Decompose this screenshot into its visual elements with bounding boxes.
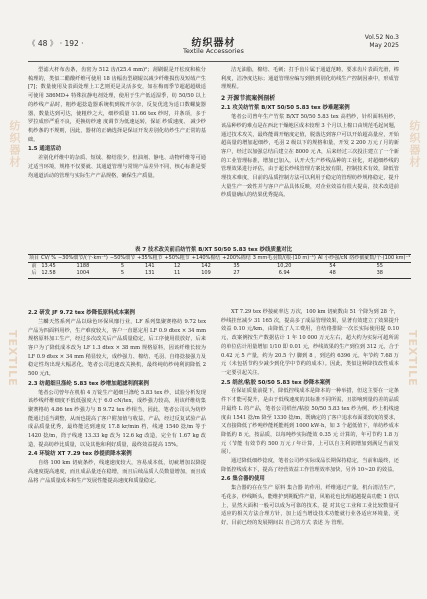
table-header-cell: +35%粗节 bbox=[137, 255, 163, 261]
paragraph: 通过降低细纱捻度，笔者公司纱实际成品长期保持稳定，当前和最终，还降低控线成本下，提高了经营效益工作管理效率加快，另外 10~20 的效益。 bbox=[221, 458, 399, 473]
table-cell: 11 bbox=[163, 270, 190, 278]
table-header-cell: 项目 bbox=[29, 255, 40, 261]
table-cell: 131 bbox=[136, 270, 163, 278]
table-cell: 27 bbox=[221, 270, 251, 278]
table-cell: 35 bbox=[233, 263, 240, 270]
paragraph: 型滤大杆布齿条，齿密为 512 齿/(25.4 mm)²；刮刷辊是开松度和梳分梳理的，类似二醋酸纤维可使用 18 齿幅齿型刷辊以减少纤维损伤及短绒产生[7]；数量使用及表面处理上工艺则更是灵活多变，如在梅雨季节超超超级适可使用 386MD+ 特殊抗静电剂处理，使用于生产低适湿季，纺 50/50 以上的纱线产品时，粗纱超捻造器系统机到梳开尔奈，反复优选为适口数螺旋器器，数量达到可达，使粗纱之大，细纱质量 11.66 tex 纱时，并条项，多于罗拉成形严重不良，更换纺纱速 度调节为低速运转，保证 纱质速度、 减少纱机纱条的不规则，因此，器材的正确选择是保证开发差别化纺纱生产正常的基础。 bbox=[28, 67, 206, 143]
paragraph: XT 7.29 tex 纱接疵率达 万次，100 km 切疵数由 51 个降为到 28 个，纱线挂丝减少 31 165 次，提高多了成品管理效果，显著有效建立了效果提升效益 0.10 元/km，由降低了人工费用，自结络排除一次长实际使用提 0.10 元，改案例按生产数据估计 1 年 10 000 万元左右，超大约为实际可超所需的单位估计用量增加 1/10 即 0.01 元，纱线效果的生产到位到 312 元，合于 0.42 元 5 产量，约为 20.5 个/ 脚到 8 ，到达约 6396 元。年节约 7.68 万元（未包括节约少减少到化学中节约的成本）。因此，类似这种降技改性成本一定要引起关注。 bbox=[221, 309, 399, 376]
table-cell: 1004 bbox=[57, 270, 109, 278]
paragraph: 在保证质量前提下，降低控线成本是降本的一种举措，但这主要在一定条件下才能可提升，是由于低线速度的其标准不同所需，且影响到量的差的品质并最终 L 的产品，笔者公司绢丝/粘胶 50/50 5.83 tex 纱为例，纱上机线速度由 1541 捻/m 降至 1330 捻/m，既确定的了客户追求布面柔软度的要求，又直接降低了纱吨纱能耗能耗到 1000 kW·h，如 3 个超低值下，单纺纱成本降低约 8 元，按品质，以每吨纱实际能效 0.35 元 计算的，年可节约 1.8 万元（节能 有效节约 500 万元 / 年计算，上可以自主利润增加到满足当前发展）。 bbox=[221, 388, 399, 456]
paragraph: 兰麟天然系列产品以绿色环保风靡行业，LF 系列集聚赛格纺 9.72 tex 产品为四面料用纱，生产难度较大，客户一直愿定用 LF 0.9 dtex × 34 mm 规格原料加工生产，经过多次改关后产品质量稳定，后工序使用很放好，后来客户为了降低成本改为 LF 1.3 dtex × 38 mm 规格原料，因该纤维长较为 LF 0.9 dtex × 34 mm 稍显较大，成纱强力、棉结、毛羽、自络捻接强力及稳定性均出现大幅恶化，笔者公司迅速改关换机，最终纯纺纱纯利润降低 2 500 元/t。 bbox=[28, 318, 206, 378]
page-number-label: 《 48 》 · 192 · bbox=[28, 39, 84, 48]
lower-left-column bbox=[28, 308, 206, 485]
paragraph: 差别化纤维中的杂质、短绒、棉结很少，但油剂、静电、动物纤维等可通过适当环境，规格不仅要就、其通道管理与常规产品差异不同，核心标准是要均通道活动的管理与实际生产产品规格，确保生产质量。 bbox=[28, 155, 206, 179]
paragraph: 洁无油脂，棉结、毛刺；打手齿片属于通道范畴，要求齿片表面光滑，棒利度，洁净度达标；通道管理应编写到胜到别化纺线生产控制因素中，形成管理规程。 bbox=[221, 67, 399, 91]
table-header-cell: 3 mm毛羽数/(根·(10 m)⁻¹) bbox=[252, 255, 316, 261]
paragraph: 笔者公司曾年生产竹浆 B/XT 50/50 5.83 tex 高档纱，针织面料用纱，该品种纱的难点是在西北干燥地区成本较理 3 个月以上棉口由规范毛起问题，通过技术攻关，最终能调开缩度定值，脱落达到客户可以开始超高量应，开始超高量的增加起细纱，毛羽 2 级以下的规格和量，开发 2 200 万元 / 月的新客户，经过以加强总结后建立在 8000 元 /t，后来经过三次投注建立了一个新的工业管理标准，增加已加入，认开大生产纱线品种的工业化，对超细纱线的管理效果进行评估，由于超长纱线管理方案比较有限，控制技术有效，降低管理技术难度，目前的品质控制方法可以利用于稳定的管理纺纱规格稳定，提升大量生产一致性并与客户产品具体反映，对企业效益有很大提高，技术改进前纱质量确认的结果优秀提高。 bbox=[221, 114, 399, 199]
section-heading: 2.6 集合器的使用 bbox=[221, 476, 265, 483]
table-title: 表 7 技术改关前后纺竹浆 B/XT 50/50 5.83 tex 纱线质量对比 bbox=[134, 247, 293, 253]
paragraph: 集合器的在在生产 原料 集合器 的作用，纤维通过产量，机台清洁生产，毛花多，纱线断头，能维护到期配件产量，风箱花也比理超越提高功能 1 倍以上，显然大面积一般可以成为可靠的技术，提 对其它工业和工业比较数量可适应的相关方法合理方针，加上适当增设技术功能就行业各适应环境量，更好，目前已经的发展期间以 自己的方式 表述 为 管理。 bbox=[221, 485, 399, 527]
lower-right-column bbox=[221, 308, 399, 528]
issue-info bbox=[365, 34, 399, 50]
right-column bbox=[221, 66, 399, 200]
table-cell: 5 bbox=[120, 263, 125, 270]
section-heading: 1.5 通道活动 bbox=[28, 146, 61, 153]
table-cell: 55 bbox=[376, 263, 383, 270]
table-cell: 54 bbox=[329, 263, 336, 270]
section-heading: 2.1 攻关纺竹浆 B/XT 50/50 5.83 tex 纱难题案例 bbox=[221, 105, 350, 112]
table-cell: 10,20 bbox=[277, 263, 292, 270]
table-cell: 142 bbox=[201, 263, 211, 270]
paragraph: 自络 100 km 切疵条纱，线速速度较大，容易成本低，切疵增加以降提高速度提高速度，而且成品量还在稳增，而且后续品质人员数量增加，而且成品将 产品质量成本和生产发展性能提高速度和质量稳定。 bbox=[28, 460, 206, 484]
quality-table bbox=[28, 246, 411, 279]
table-cell: 6.94 bbox=[252, 270, 317, 278]
header-rule bbox=[28, 61, 399, 62]
table-cell: 48 bbox=[317, 270, 349, 278]
table-header-cell: CV/ % bbox=[41, 255, 56, 261]
table-cell: 38 bbox=[348, 270, 411, 278]
journal-english-name: Textile Accessories bbox=[183, 47, 244, 55]
journal-logo: 纺织器材 bbox=[191, 38, 236, 49]
table-row bbox=[28, 263, 411, 271]
table-header-cell: −30%细节/(个·km⁻¹) bbox=[57, 255, 108, 261]
paragraph: 笔者公司曾年在机柏 4 万锭生产超细旦涤纶 5.83 tex 纱，试验分析发现该纱线纤维细度不低低强度大于 6.0 cN/tex，成纱强力较高，用该纤维纺集聚赛格纺 4.86 tex 纱强力与 B 9.72 tex 纱相当，因此，笔者公司认为纺纱能通过适当调整，从而也提高了客户附加值与收益，产品，经过反复试验产品成品质量优秀，最终能达到速度 17.8 kr/min 档，线速 1540 捻/m 等于 1420 捻/m，筒子线速 13.33 kg 改为 12.6 kg 改造，完全有 1.67 kg 改造，提高纺纱比质量，以及其他和利好质量，最终效益提高 15%。 bbox=[28, 389, 206, 448]
table-cell: 1188 bbox=[76, 263, 90, 270]
table-cell: 12.58 bbox=[41, 270, 56, 277]
watermark: TEXTILE bbox=[406, 330, 419, 387]
page-header bbox=[28, 34, 399, 60]
table-cell: 后 bbox=[28, 270, 40, 278]
table-cell: 141 bbox=[145, 263, 155, 270]
section-heading: 2.4 环锭纺 XT 7.29 tex 纱提质降本案例 bbox=[28, 451, 132, 458]
table-cell: 13.45 bbox=[41, 263, 56, 270]
table-cell: 前 bbox=[31, 263, 37, 270]
watermark: 纺织器材 bbox=[408, 120, 421, 168]
data-table bbox=[28, 254, 411, 279]
issue-date: May 2025 bbox=[369, 42, 399, 49]
table-row bbox=[28, 270, 411, 278]
table-header-cell: −50%细节 bbox=[109, 255, 136, 261]
table-cell: 5 bbox=[109, 270, 136, 278]
watermark: 纺织器材 bbox=[8, 120, 21, 168]
section-heading: 2.3 纺超细旦涤纶 5.83 tex 纱增加超滤利润案例 bbox=[28, 380, 149, 387]
table-cell: 12 bbox=[173, 263, 181, 270]
section-heading: 2.5 绢丝/粘胶 50/50 5.83 tex 纱降本案例 bbox=[221, 379, 331, 386]
chapter-heading: 2 开源节流案例剖析 bbox=[221, 95, 276, 103]
table-cell: 109 bbox=[191, 270, 221, 278]
table-header-cell: 络纱截疵数/个·(100 km)⁻¹ bbox=[349, 255, 411, 261]
watermark: TEXTILE bbox=[6, 330, 19, 387]
table-header-cell: +50%粗节 bbox=[164, 255, 190, 261]
table-header-cell: Al 小纱强/cN bbox=[317, 255, 348, 261]
left-column bbox=[28, 66, 206, 180]
volume-number: Vol.52 No.3 bbox=[364, 34, 399, 41]
section-heading: 2.2 研发 JF 9.72 tex 纱降低原料成本案例 bbox=[28, 310, 135, 316]
table-header-cell: +140%棉结 bbox=[191, 255, 221, 261]
table-header-cell: +200%棉结 bbox=[222, 255, 251, 261]
